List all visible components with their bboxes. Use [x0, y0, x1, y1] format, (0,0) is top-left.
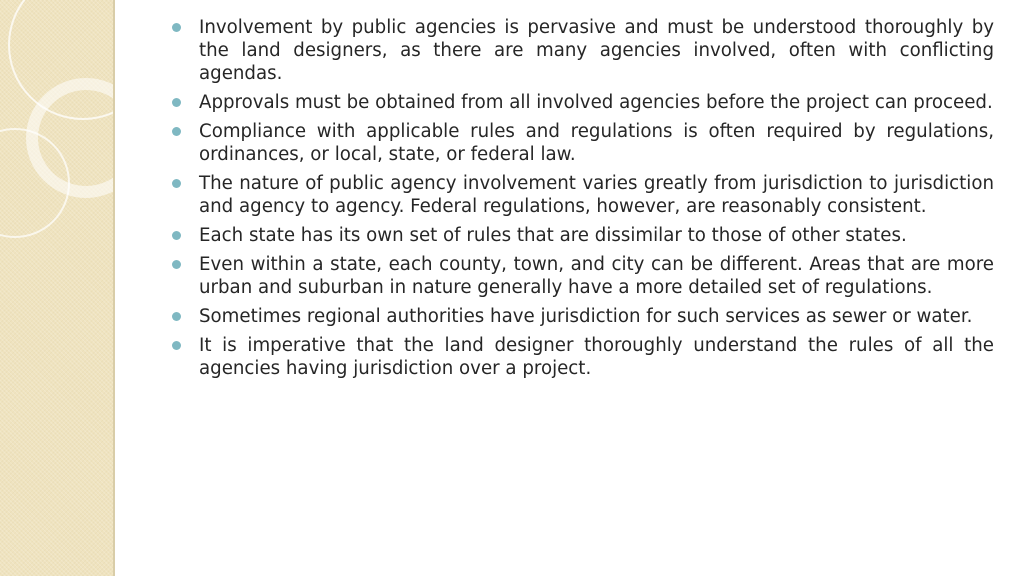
bullet-dot-icon: [172, 127, 181, 136]
bullet-item: [172, 253, 994, 299]
bullet-text: Approvals must be obtained from all involved agencies before the project can proceed.: [199, 92, 993, 113]
bullet-text: Sometimes regional authorities have jurisdiction for such services as sewer or water.: [199, 306, 973, 327]
bullet-item: [172, 120, 994, 166]
bullet-dot-icon: [172, 179, 181, 188]
bullet-item: [172, 224, 994, 247]
bullet-text: Even within a state, each county, town, and city can be different. Areas that are more urban and suburban in nature generally have a more detailed set of regulations.: [199, 254, 994, 298]
bullet-text: It is imperative that the land designer thoroughly understand the rules of all the agencies having jurisdiction over a project.: [199, 335, 994, 379]
bullet-dot-icon: [172, 23, 181, 32]
bullet-item: [172, 172, 994, 218]
bullet-item: [172, 16, 994, 85]
sidebar-divider: [113, 0, 115, 576]
bullet-text: Each state has its own set of rules that are dissimilar to those of other states.: [199, 225, 907, 246]
bullet-dot-icon: [172, 98, 181, 107]
bullet-dot-icon: [172, 260, 181, 269]
bullet-text: The nature of public agency involvement varies greatly from jurisdiction to jurisdiction and agency to agency. Federal regulations, however, are reasonably consistent.: [199, 173, 994, 217]
decorative-sidebar: [0, 0, 113, 576]
bullet-item: [172, 334, 994, 380]
bullet-dot-icon: [172, 231, 181, 240]
bullet-text: Involvement by public agencies is pervasive and must be understood thoroughly by the land designers, as there are many agencies involved, often with conflicting agendas.: [199, 17, 994, 84]
bullet-dot-icon: [172, 312, 181, 321]
bullet-text: Compliance with applicable rules and regulations is often required by regulations, ordinances, or local, state, or federal law.: [199, 121, 994, 165]
bullet-item: [172, 91, 994, 114]
slide-content: [172, 16, 994, 386]
bullet-item: [172, 305, 994, 328]
bullet-list: [172, 16, 994, 380]
bullet-dot-icon: [172, 341, 181, 350]
